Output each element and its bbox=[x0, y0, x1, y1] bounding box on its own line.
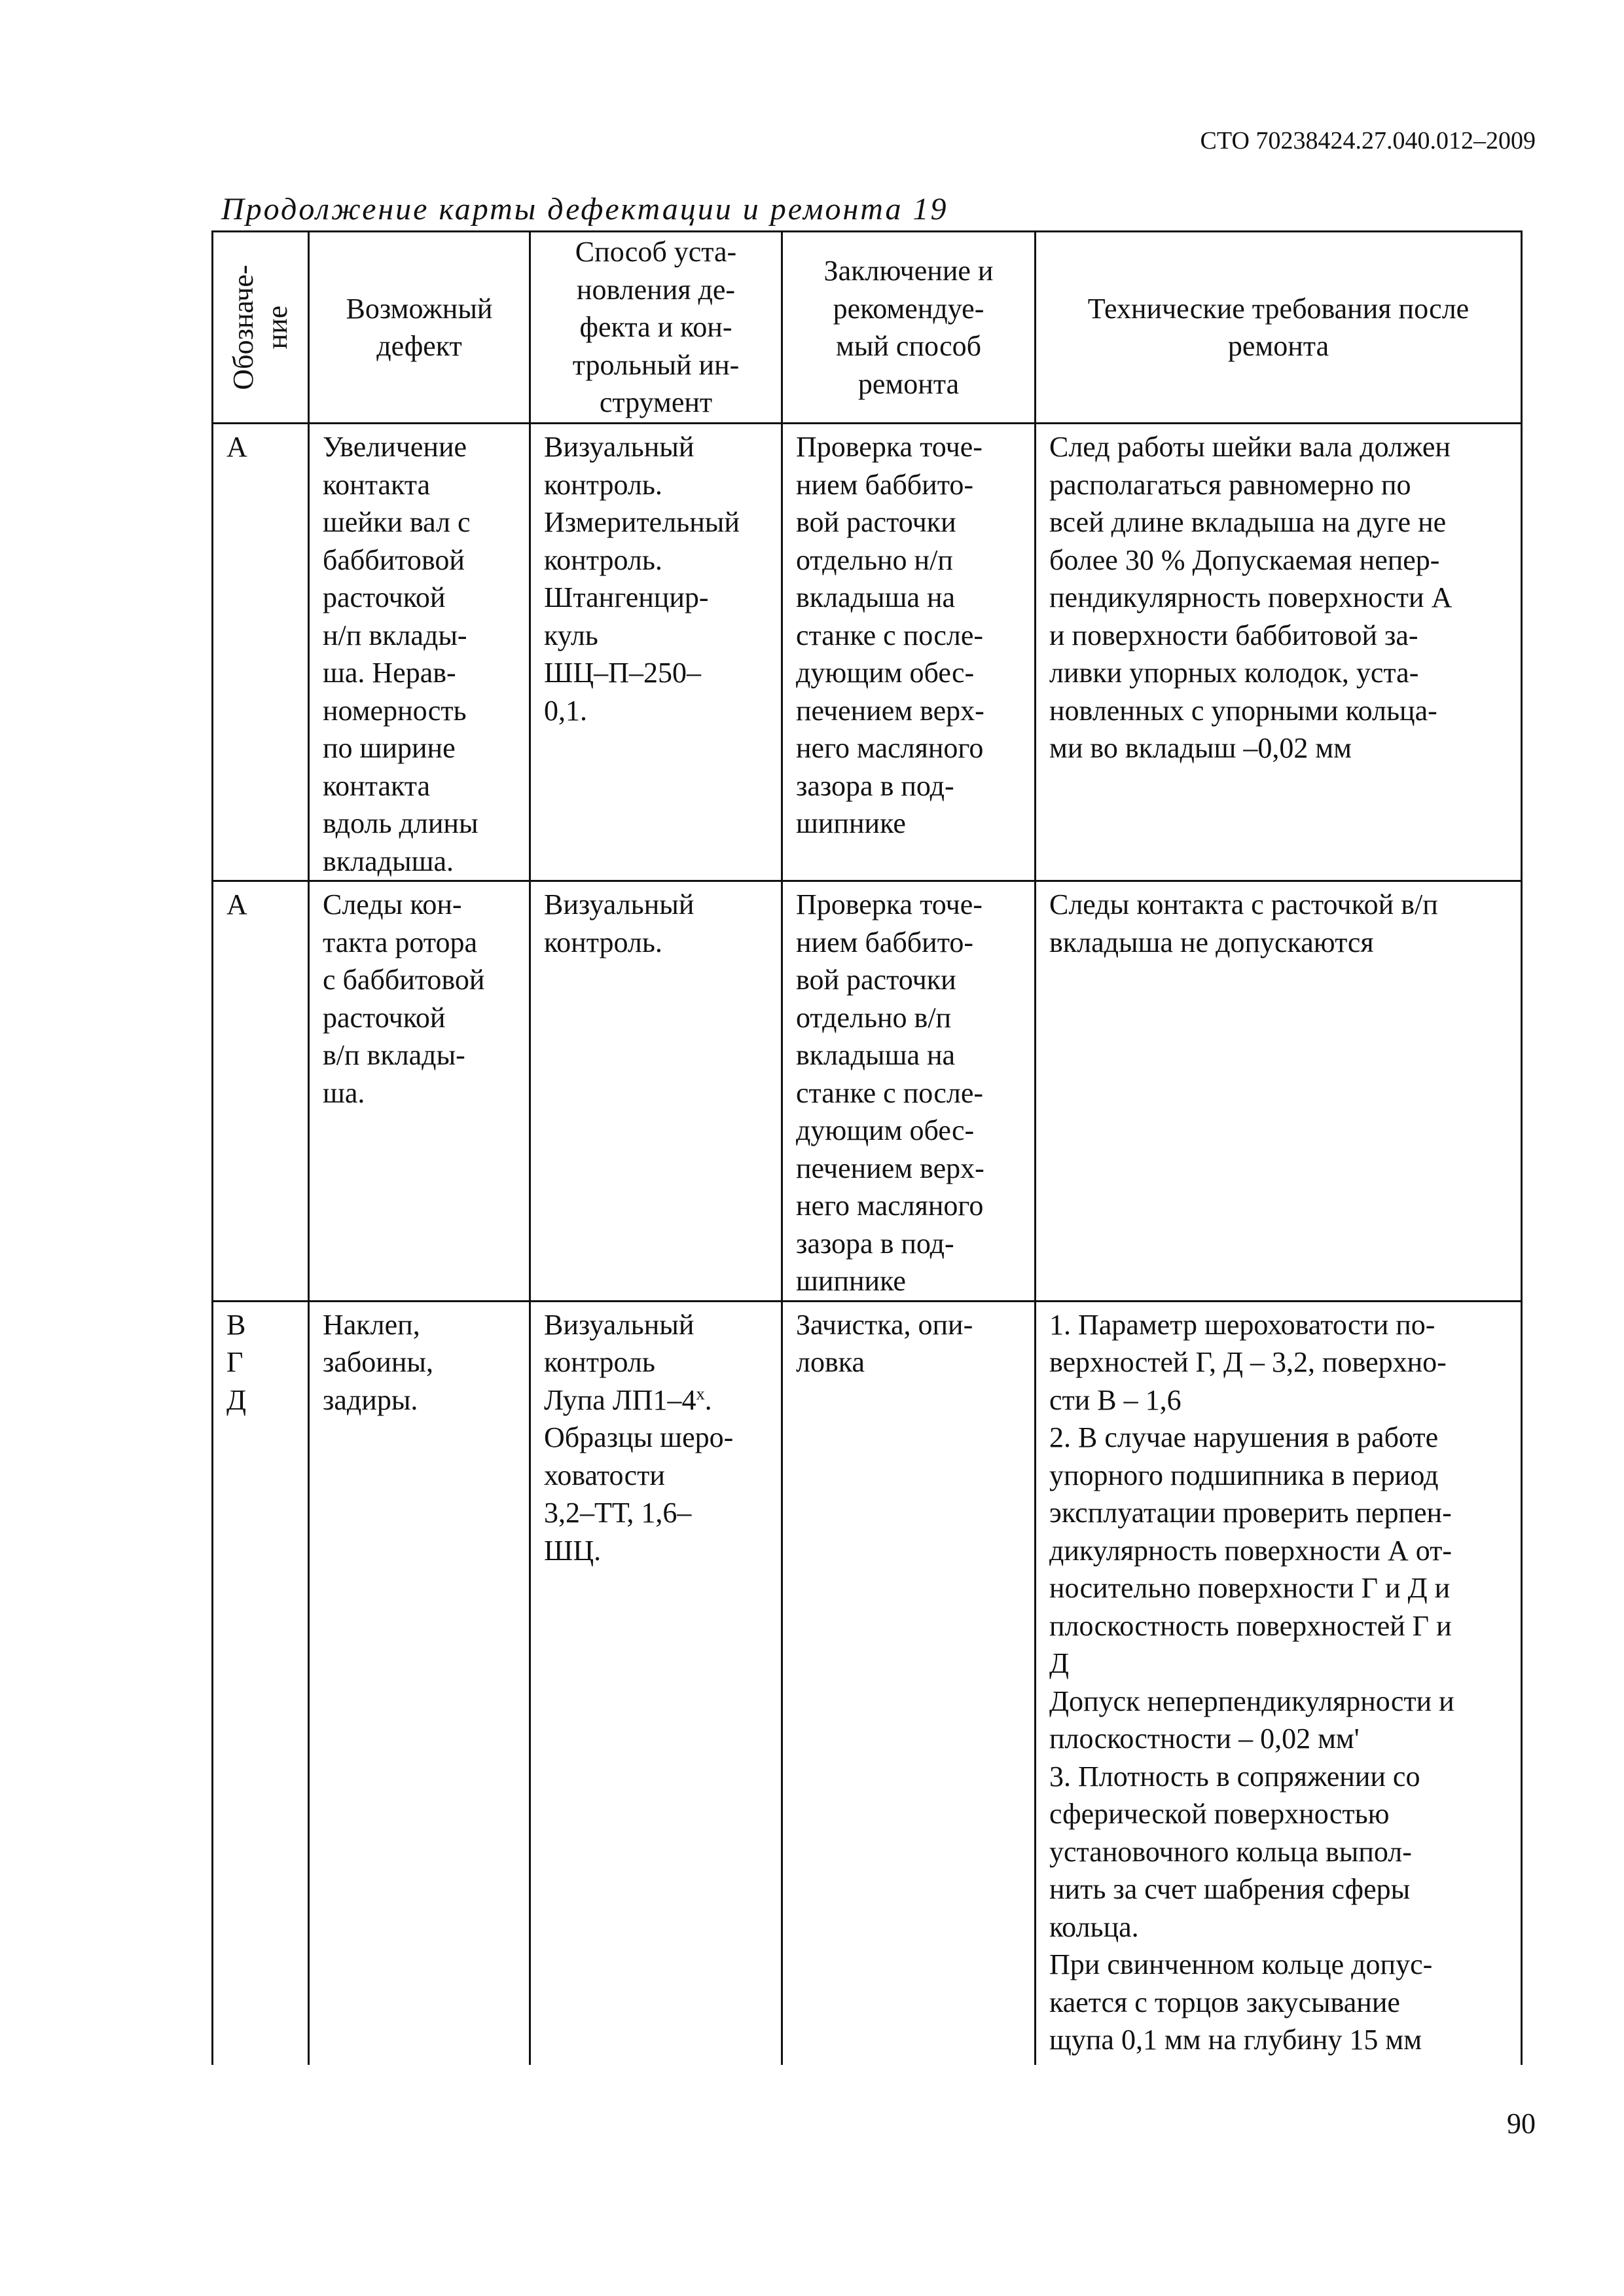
header-conclusion: Заключение и рекомендуе- мый способ ремонта bbox=[782, 232, 1036, 424]
row2-conclusion: Проверка точе- нием баббито- вой расточки отдельно в/п вкладыша на станке с после- дующим обес- печением верх- него масляного зазора в под- шипнике bbox=[782, 881, 1036, 1302]
row3-designation: В Г Д bbox=[213, 1301, 309, 2065]
row2-defect: Следы кон- такта ротора с баббитовой расточкой в/п вклады- ша. bbox=[309, 881, 530, 1302]
page-number: 90 bbox=[1507, 2107, 1536, 2140]
row1-method: Визуальный контроль. Измерительный контроль. Штангенцир- куль ШЦ–П–250– 0,1. bbox=[530, 424, 782, 881]
row3-requirements: 1. Параметр шероховатости по- верхностей Г, Д – 3,2, поверхно- сти В – 1,6 2. В случае нарушения в работе упорного подшипника в период эксплуатации проверить перпен- дикулярность поверхности А от- носительно поверхности Г и Д и плоскостность поверхностей Г и Д Допуск неперпендикулярности и плоскостности – 0,02 мм' 3. Плотность в сопряжении со сферической поверхностью установочного кольца выпол- нить за счет шабрения сферы кольца. При свинченном кольце допус- кается с торцов закусывание щупа 0,1 мм на глубину 15 мм bbox=[1036, 1301, 1522, 2065]
table-row bbox=[213, 1301, 1522, 2065]
header-defect: Возможный дефект bbox=[309, 232, 530, 424]
row1-requirements: След работы шейки вала должен располагаться равномерно по всей длине вкладыша на дуге не более 30 % Допускаемая непер- пендикулярность поверхности А и поверхности баббитовой за- ливки упорных колодок, уста- новленных с упорными кольца- ми во вкладыш –0,02 мм bbox=[1036, 424, 1522, 881]
row3-defect: Наклеп, забоины, задиры. bbox=[309, 1301, 530, 2065]
header-requirements: Технические требования после ремонта bbox=[1036, 232, 1522, 424]
table-row bbox=[213, 424, 1522, 881]
row2-designation: А bbox=[213, 881, 309, 1302]
header-method: Способ уста- новления де- фекта и кон- трольный ин- струмент bbox=[530, 232, 782, 424]
header-designation bbox=[213, 232, 309, 424]
defect-repair-table bbox=[211, 230, 1523, 2065]
row1-designation: А bbox=[213, 424, 309, 881]
row3-method-superscript: х bbox=[696, 1383, 705, 1403]
row1-defect: Увеличение контакта шейки вал с баббитовой расточкой н/п вклады- ша. Нерав- номерность по ширине контакта вдоль длины вкладыша. bbox=[309, 424, 530, 881]
row3-method bbox=[530, 1301, 782, 2065]
row1-conclusion: Проверка точе- нием баббито- вой расточки отдельно н/п вкладыша на станке с после- дующим обес- печением верх- него масляного зазора в под- шипнике bbox=[782, 424, 1036, 881]
table-header-row bbox=[213, 232, 1522, 424]
row3-method-part2: . Образцы шеро- ховатости 3,2–ТТ, 1,6– ШЦ. bbox=[544, 1383, 734, 1567]
document-code: СТО 70238424.27.040.012–2009 bbox=[1200, 127, 1536, 155]
header-designation-label: Обозначе- ние bbox=[227, 264, 293, 390]
row2-requirements: Следы контакта с расточкой в/п вкладыша не допускаются bbox=[1036, 881, 1522, 1302]
row2-method: Визуальный контроль. bbox=[530, 881, 782, 1302]
row3-method-part1: Визуальный контроль Лупа ЛП1–4 bbox=[544, 1308, 696, 1416]
row3-conclusion: Зачистка, опи- ловка bbox=[782, 1301, 1036, 2065]
table-row bbox=[213, 881, 1522, 1302]
table-caption: Продолжение карты дефектации и ремонта 19 bbox=[221, 192, 948, 227]
